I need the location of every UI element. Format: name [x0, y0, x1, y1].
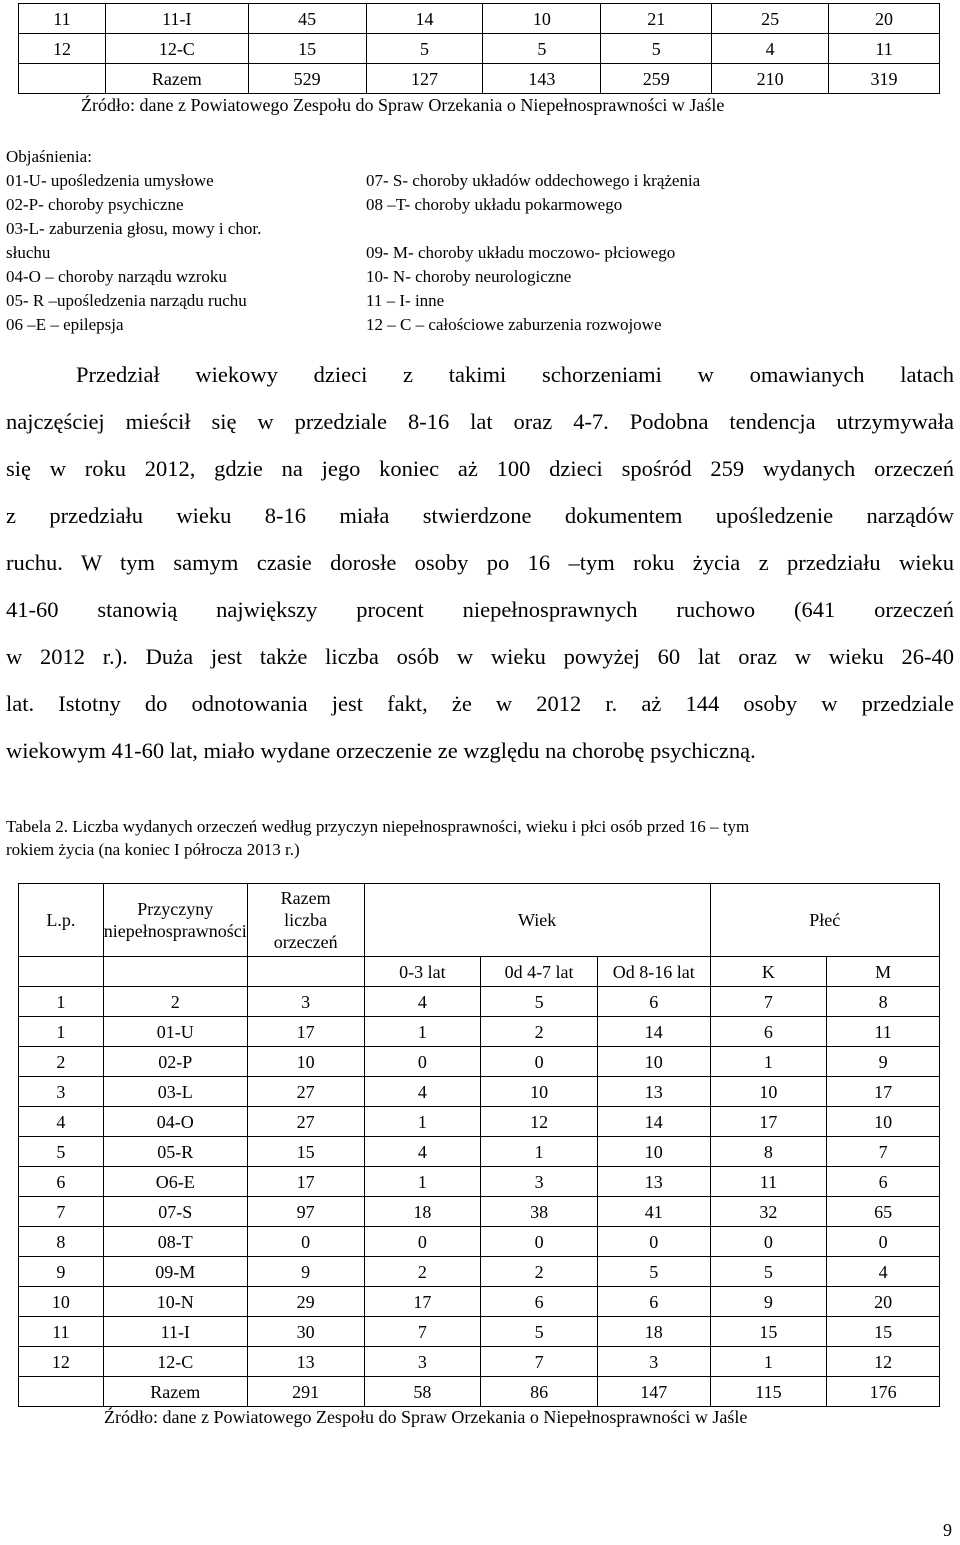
- legend-item: 01-U- upośledzenia umysłowe: [6, 171, 214, 190]
- cell: 4: [364, 1137, 481, 1167]
- cell: 5: [483, 34, 601, 64]
- cell: 65: [827, 1197, 940, 1227]
- cell: 3: [597, 1347, 710, 1377]
- cell: 13: [597, 1077, 710, 1107]
- cell: 7: [19, 1197, 104, 1227]
- header-total-line: orzeczeń: [273, 932, 338, 952]
- paragraph-line: się w roku 2012, gdzie na jego koniec aż 100 dzieci spośród 259 wydanych orzeczeń: [6, 456, 954, 481]
- cell: 210: [712, 64, 829, 94]
- legend-row: [6, 217, 946, 241]
- cell: 7: [481, 1347, 598, 1377]
- legend-item: 12 – C – całościowe zaburzenia rozwojowe: [366, 315, 662, 334]
- cell: 0: [710, 1227, 827, 1257]
- cell: 11: [19, 4, 106, 34]
- table-2: [18, 883, 940, 1407]
- total-row: [19, 64, 940, 94]
- header-age-group: 0-3 lat: [364, 957, 481, 987]
- cell: 9: [19, 1257, 104, 1287]
- cell: 0: [364, 1227, 481, 1257]
- legend-item: 03-L- zaburzenia głosu, mowy i chor.: [6, 219, 262, 238]
- cell: 18: [597, 1317, 710, 1347]
- paragraph-line: Przedział wiekowy dzieci z takimi schorzeniami w omawianych latach: [76, 362, 954, 387]
- cell: 2: [19, 1047, 104, 1077]
- legend-row: [6, 313, 946, 337]
- table-row: [19, 1227, 940, 1257]
- legend-item: 06 –E – epilepsja: [6, 315, 124, 334]
- cell: 10: [597, 1137, 710, 1167]
- cell: 10: [710, 1077, 827, 1107]
- cell: 05-R: [103, 1137, 247, 1167]
- cell: 6: [597, 987, 710, 1017]
- legend-title: Objaśnienia:: [6, 147, 92, 166]
- cell: 14: [366, 4, 483, 34]
- cell: 0: [364, 1047, 481, 1077]
- cell: 5: [481, 1317, 598, 1347]
- cell: 4: [364, 987, 481, 1017]
- cell: 5: [481, 987, 598, 1017]
- table-row: [19, 34, 940, 64]
- legend-row: [6, 169, 946, 193]
- total-row: [19, 1377, 940, 1407]
- cell: 6: [710, 1017, 827, 1047]
- cell: 10: [247, 1047, 364, 1077]
- cell: 17: [247, 1017, 364, 1047]
- cell: 0: [597, 1227, 710, 1257]
- cell: 4: [712, 34, 829, 64]
- cell: 18: [364, 1197, 481, 1227]
- total-label: Razem: [103, 1377, 247, 1407]
- cell: 20: [829, 4, 940, 34]
- cell: 1: [364, 1107, 481, 1137]
- legend-item: 02-P- choroby psychiczne: [6, 195, 184, 214]
- cell-empty: [247, 957, 364, 987]
- cell: 12-C: [105, 34, 248, 64]
- cell: 09-M: [103, 1257, 247, 1287]
- cell: 7: [827, 1137, 940, 1167]
- header-cause: [103, 884, 247, 957]
- cell: 6: [597, 1287, 710, 1317]
- cell: 10: [827, 1107, 940, 1137]
- header-age-group: 0d 4-7 lat: [481, 957, 598, 987]
- legend-row: [6, 193, 946, 217]
- legend-item: 11 – I- inne: [366, 291, 445, 310]
- cell: 3: [19, 1077, 104, 1107]
- source-note-1: Źródło: dane z Powiatowego Zespołu do Spraw Orzekania o Niepełnosprawności w Jaśle: [81, 95, 725, 115]
- table-row: [19, 1257, 940, 1287]
- cell: 38: [481, 1197, 598, 1227]
- cell: 127: [366, 64, 483, 94]
- cell: 9: [710, 1287, 827, 1317]
- cell: 4: [827, 1257, 940, 1287]
- top-table: [18, 3, 940, 94]
- paragraph-line: 41-60 stanowią największy procent niepełnosprawnych ruchowo (641 orzeczeń: [6, 597, 954, 622]
- cell-empty: [19, 957, 104, 987]
- cell: 20: [827, 1287, 940, 1317]
- header-total: [247, 884, 364, 957]
- cell: 2: [103, 987, 247, 1017]
- header-cause-line: Przyczyny: [137, 899, 214, 919]
- cell: 17: [710, 1107, 827, 1137]
- cell: 176: [827, 1377, 940, 1407]
- cell: 0: [481, 1047, 598, 1077]
- cell: 14: [597, 1107, 710, 1137]
- cell: 25: [712, 4, 829, 34]
- subheader-row: [19, 957, 940, 987]
- cell: 01-U: [103, 1017, 247, 1047]
- cell: 11: [19, 1317, 104, 1347]
- cell: 0: [827, 1227, 940, 1257]
- cell-empty: [19, 1377, 104, 1407]
- legend-item: 09- M- choroby układu moczowo- płciowego: [366, 243, 676, 262]
- cell: 8: [827, 987, 940, 1017]
- legend-item: 07- S- choroby układów oddechowego i krążenia: [366, 171, 701, 190]
- header-row: [19, 884, 940, 957]
- cell: 5: [19, 1137, 104, 1167]
- cell: 58: [364, 1377, 481, 1407]
- cell: 27: [247, 1107, 364, 1137]
- page-number: 9: [943, 1520, 952, 1540]
- cell: 12-C: [103, 1347, 247, 1377]
- cell-empty: [103, 957, 247, 987]
- table-caption: Tabela 2. Liczba wydanych orzeczeń według przyczyn niepełnosprawności, wieku i płci osób przed 16 – tym: [6, 817, 750, 836]
- cell: 9: [247, 1257, 364, 1287]
- cell: 6: [827, 1167, 940, 1197]
- header-sex-k: K: [710, 957, 827, 987]
- cell: 8: [19, 1227, 104, 1257]
- header-sex-m: M: [827, 957, 940, 987]
- cell: 1: [710, 1047, 827, 1077]
- cell: 13: [597, 1167, 710, 1197]
- legend-item: 04-O – choroby narządu wzroku: [6, 267, 227, 286]
- cell: 10: [483, 4, 601, 34]
- cell: 5: [597, 1257, 710, 1287]
- cell: 11: [710, 1167, 827, 1197]
- cell: 12: [827, 1347, 940, 1377]
- cell: 1: [19, 1017, 104, 1047]
- header-total-line: liczba: [284, 910, 328, 930]
- cell: 7: [710, 987, 827, 1017]
- header-lp: L.p.: [19, 884, 104, 957]
- cell: 6: [481, 1287, 598, 1317]
- cell: 17: [827, 1077, 940, 1107]
- cell: 29: [247, 1287, 364, 1317]
- cell: 03-L: [103, 1077, 247, 1107]
- cell: 11: [829, 34, 940, 64]
- cell: 10-N: [103, 1287, 247, 1317]
- cell: 9: [827, 1047, 940, 1077]
- table-row: [19, 1137, 940, 1167]
- cell: 0: [481, 1227, 598, 1257]
- legend-item: słuchu: [6, 243, 51, 262]
- header-total-line: Razem: [280, 888, 331, 908]
- cell: 1: [481, 1137, 598, 1167]
- cell: 08-T: [103, 1227, 247, 1257]
- cell: 10: [19, 1287, 104, 1317]
- cell: 15: [247, 1137, 364, 1167]
- header-age-group: Od 8-16 lat: [597, 957, 710, 987]
- legend-row: [6, 241, 946, 265]
- column-number-row: [19, 987, 940, 1017]
- cell: 41: [597, 1197, 710, 1227]
- table-row: [19, 1347, 940, 1377]
- cell: 319: [829, 64, 940, 94]
- cell: 30: [247, 1317, 364, 1347]
- cell: 10: [597, 1047, 710, 1077]
- cell: 1: [710, 1347, 827, 1377]
- paragraph-line: najczęściej mieścił się w przedziale 8-16 lat oraz 4-7. Podobna tendencja utrzymywała: [6, 409, 954, 434]
- cell: 3: [247, 987, 364, 1017]
- table-2-body: [19, 1017, 940, 1377]
- cell: 147: [597, 1377, 710, 1407]
- legend: [6, 145, 946, 337]
- cell: 143: [483, 64, 601, 94]
- table-caption: rokiem życia (na koniec I półrocza 2013 r.): [6, 840, 300, 859]
- cell: 17: [247, 1167, 364, 1197]
- paragraph-line: lat. Istotny do odnotowania jest fakt, że w 2012 r. aż 144 osoby w przedziale: [6, 691, 954, 716]
- cell: 07-S: [103, 1197, 247, 1227]
- cell: 2: [481, 1257, 598, 1287]
- cell: 02-P: [103, 1047, 247, 1077]
- table-row: [19, 1017, 940, 1047]
- paragraph-line: wiekowym 41-60 lat, miało wydane orzeczenie ze względu na chorobę psychiczną.: [6, 738, 756, 763]
- cell: 11-I: [105, 4, 248, 34]
- table-row: [19, 1107, 940, 1137]
- table-row: [19, 1167, 940, 1197]
- cell: 11: [827, 1017, 940, 1047]
- table-row: [19, 1047, 940, 1077]
- cell: 12: [481, 1107, 598, 1137]
- cell: 45: [248, 4, 366, 34]
- cell: 12: [19, 34, 106, 64]
- cell: 291: [247, 1377, 364, 1407]
- cell: 17: [364, 1287, 481, 1317]
- cell: 259: [601, 64, 712, 94]
- cell: 529: [248, 64, 366, 94]
- table-row: [19, 4, 940, 34]
- cell: 15: [248, 34, 366, 64]
- cell: 7: [364, 1317, 481, 1347]
- cell: 115: [710, 1377, 827, 1407]
- table-row: [19, 1077, 940, 1107]
- cell: O6-E: [103, 1167, 247, 1197]
- table-row: [19, 1197, 940, 1227]
- table-row: [19, 1317, 940, 1347]
- paragraph-line: z przedziału wieku 8-16 miała stwierdzone dokumentem upośledzenie narządów: [6, 503, 954, 528]
- source-note-2: Źródło: dane z Powiatowego Zespołu do Spraw Orzekania o Niepełnosprawności w Jaśle: [104, 1407, 748, 1427]
- cell: 32: [710, 1197, 827, 1227]
- legend-row: [6, 289, 946, 313]
- cell: 5: [710, 1257, 827, 1287]
- header-sex: Płeć: [710, 884, 939, 957]
- legend-item: 10- N- choroby neurologiczne: [366, 267, 572, 286]
- cell: 3: [364, 1347, 481, 1377]
- cell: 0: [247, 1227, 364, 1257]
- cell: 5: [601, 34, 712, 64]
- cell-empty: [19, 64, 106, 94]
- legend-row: [6, 265, 946, 289]
- paragraph-line: ruchu. W tym samym czasie dorosłe osoby po 16 –tym roku życia z przedziału wieku: [6, 550, 954, 575]
- cell: 6: [19, 1167, 104, 1197]
- cell: 5: [366, 34, 483, 64]
- header-age: Wiek: [364, 884, 710, 957]
- cell: 04-O: [103, 1107, 247, 1137]
- cell: 21: [601, 4, 712, 34]
- legend-item: 08 –T- choroby układu pokarmowego: [366, 195, 623, 214]
- cell: 12: [19, 1347, 104, 1377]
- cell: 10: [481, 1077, 598, 1107]
- cell: 14: [597, 1017, 710, 1047]
- table-row: [19, 1287, 940, 1317]
- cell: 1: [364, 1017, 481, 1047]
- cell: 15: [710, 1317, 827, 1347]
- header-cause-line: niepełnosprawności: [103, 921, 247, 941]
- cell: 27: [247, 1077, 364, 1107]
- cell: 86: [481, 1377, 598, 1407]
- total-label: Razem: [105, 64, 248, 94]
- cell: 2: [481, 1017, 598, 1047]
- cell: 97: [247, 1197, 364, 1227]
- cell: 1: [19, 987, 104, 1017]
- paragraph-line: w 2012 r.). Duża jest także liczba osób w wieku powyżej 60 lat oraz w wieku 26-40: [6, 644, 954, 669]
- cell: 1: [364, 1167, 481, 1197]
- cell: 13: [247, 1347, 364, 1377]
- cell: 4: [19, 1107, 104, 1137]
- cell: 8: [710, 1137, 827, 1167]
- cell: 15: [827, 1317, 940, 1347]
- cell: 2: [364, 1257, 481, 1287]
- cell: 4: [364, 1077, 481, 1107]
- cell: 3: [481, 1167, 598, 1197]
- cell: 11-I: [103, 1317, 247, 1347]
- legend-item: 05- R –upośledzenia narządu ruchu: [6, 291, 247, 310]
